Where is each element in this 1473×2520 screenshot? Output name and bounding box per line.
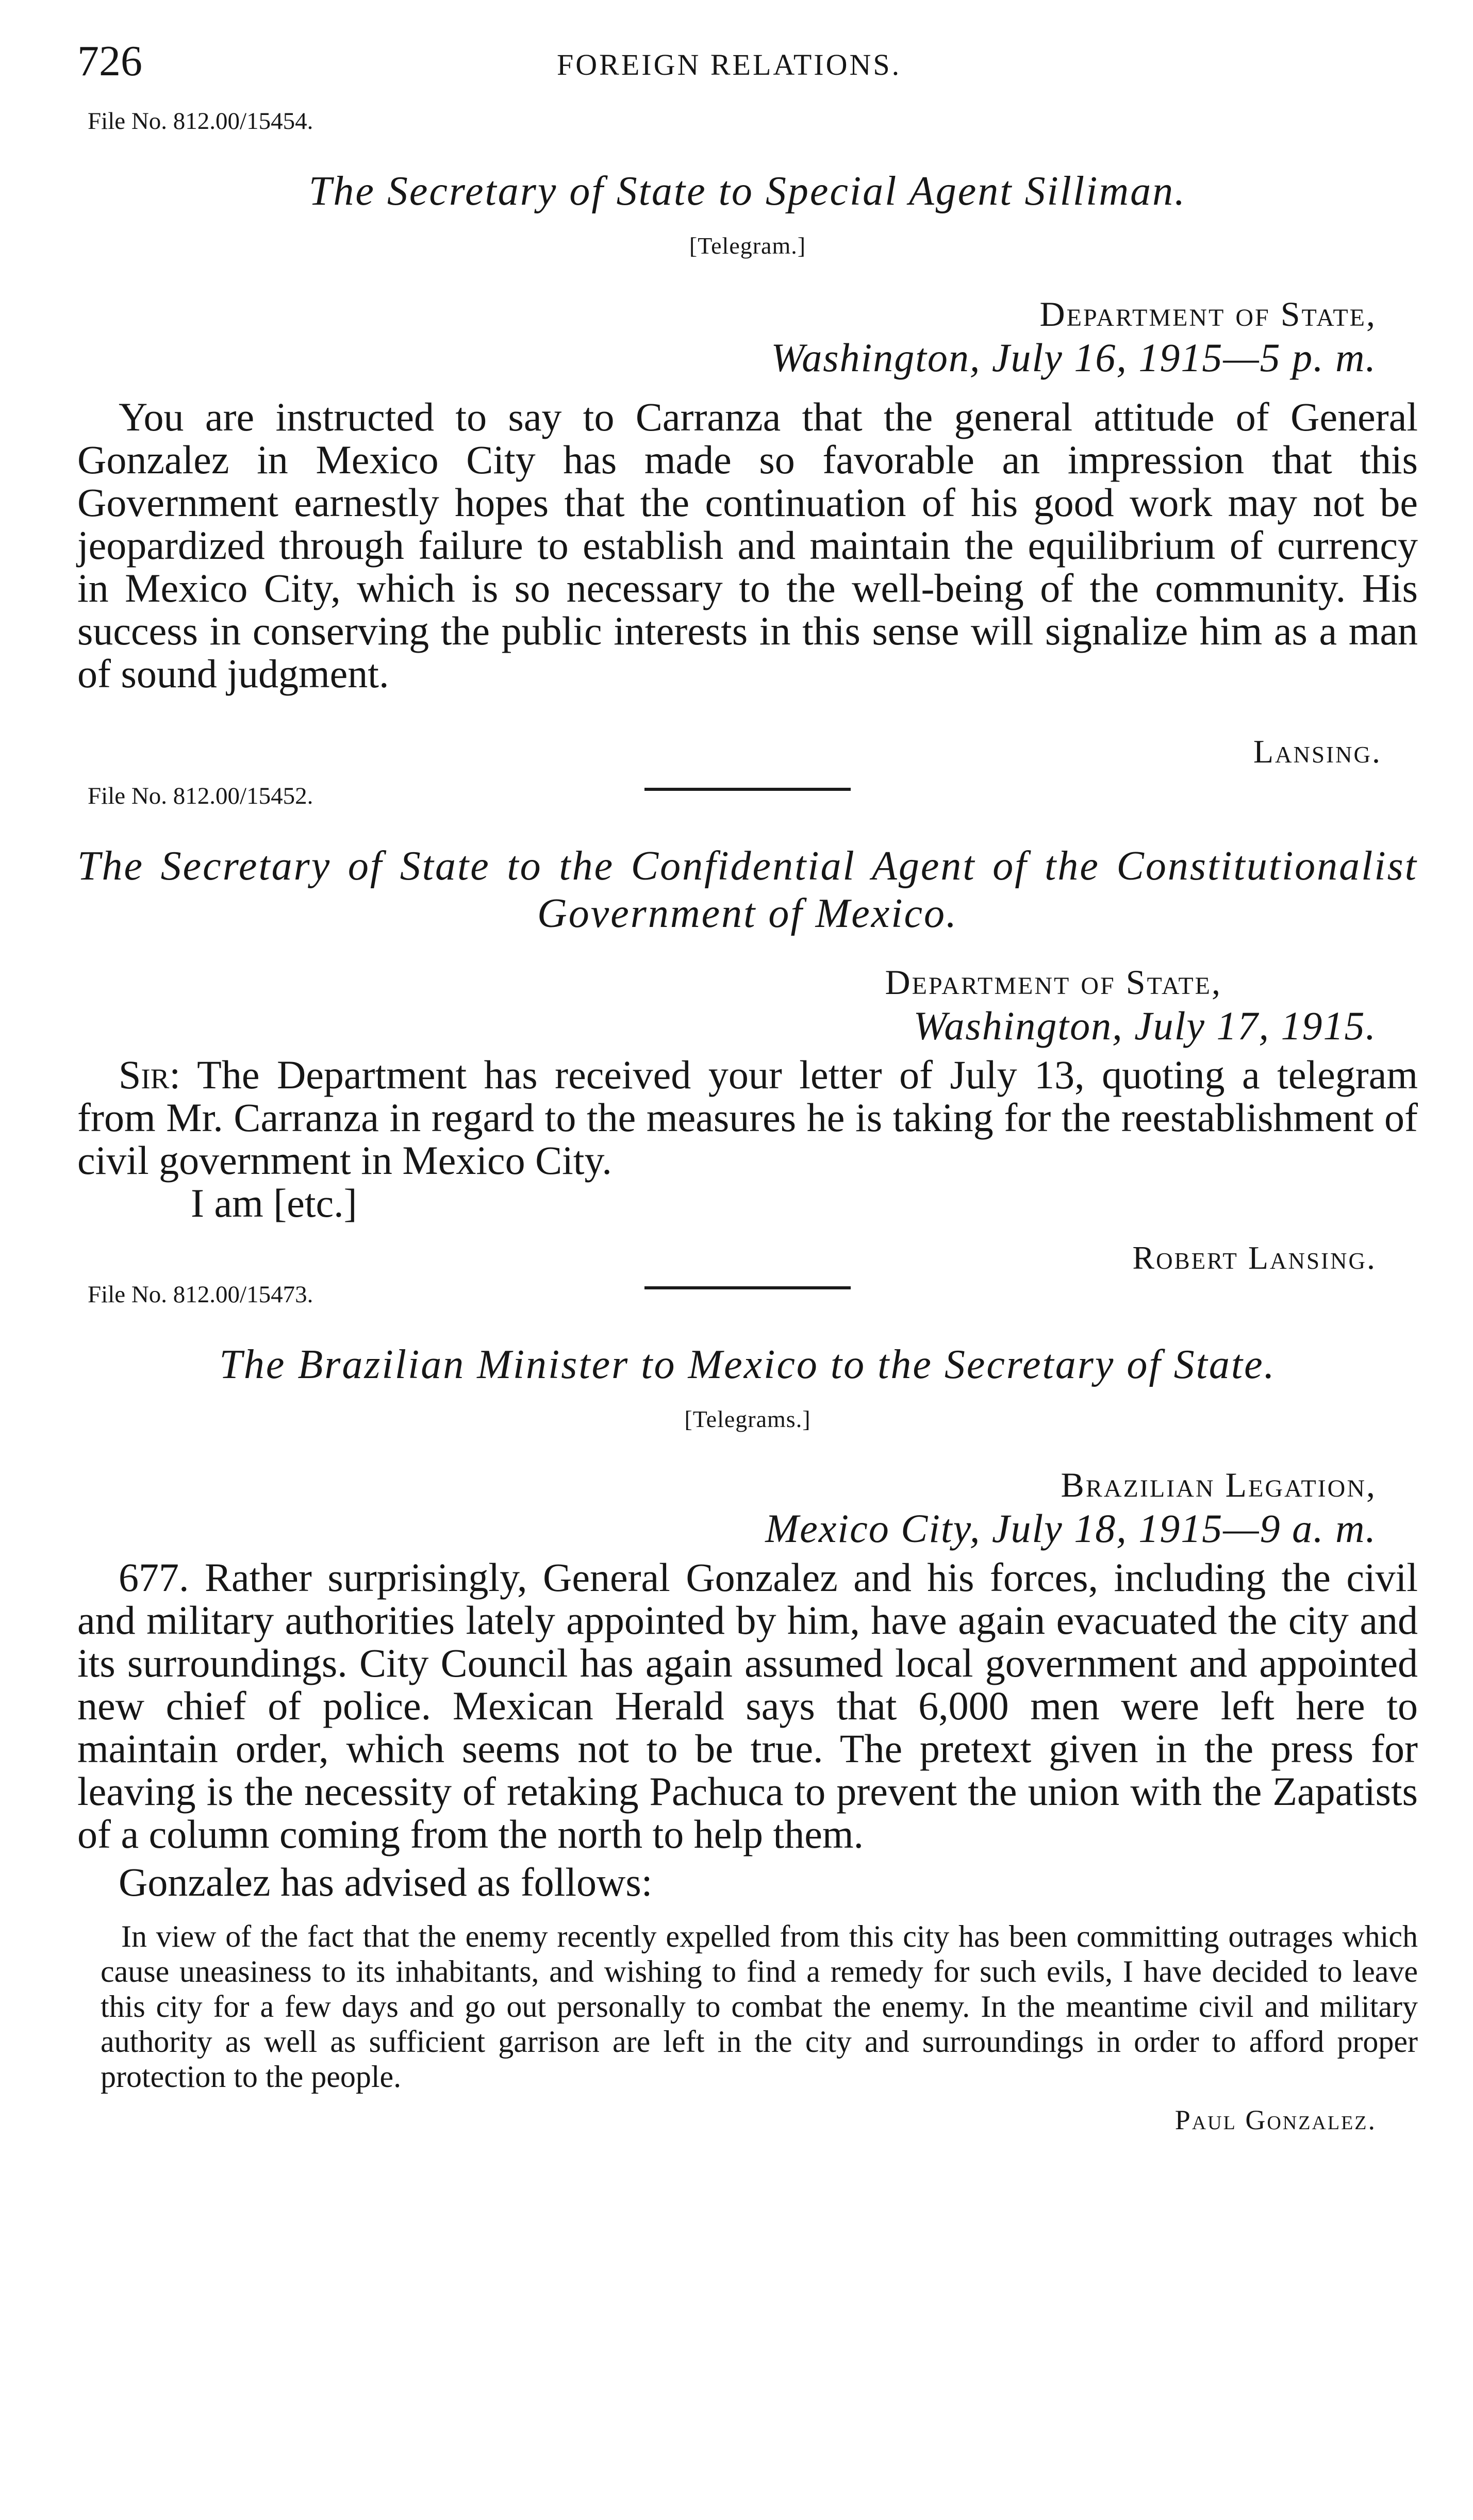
document-1	[77, 106, 1418, 772]
body-paragraph-2: Gonzalez has advised as follows:	[119, 1860, 653, 1904]
document-3	[77, 1279, 1418, 2141]
dateline-place: Department of State,	[1039, 294, 1377, 334]
page-number: 726	[77, 37, 142, 85]
running-header	[77, 36, 1418, 93]
document-2	[77, 781, 1418, 1279]
body-text: The Department has received your letter of July 13, quoting a telegram from Mr. Carranza in regard to the measures he is taking for the reestablishment of civil government in Mexico City.	[77, 1052, 1418, 1183]
running-title: FOREIGN RELATIONS.	[557, 48, 902, 81]
body-paragraph: 677. Rather surprisingly, General Gonzalez and his forces, including the civil and military authorities lately appointed by him, have again evacuated the city and its surroundings. City Council has again assumed local government and appointed new chief of police. Mexican Herald says that 6,000 men were left here to maintain order, which seems not to be true. The pretext given in the press for leaving is the necessity of retaking Pachuca to prevent the union with the Zapatists of a column coming from the north to help them.	[77, 1555, 1418, 1856]
closing: I am [etc.]	[191, 1181, 357, 1225]
signature: Lansing.	[1253, 733, 1382, 770]
file-number: File No. 812.00/15473.	[88, 1281, 313, 1308]
quoted-message: In view of the fact that the enemy recently expelled from this city has been committing outrages which cause uneasiness to its inhabitants, and wishing to find a remedy for such evils, I have decided to leave this city for a few days and go out personally to combat the enemy. In the meantime civil and military authority as well as sufficient garrison are left in the city and surroundings in order to afford proper protection to the people.	[101, 1919, 1418, 2094]
body-paragraph: You are instructed to say to Carranza that the general attitude of General Gonzalez in Mexico City has made so favorable an impression that this Government earnestly hopes that the continuation of his good work may not be jeopardized through failure to establish and maintain the equilibrium of currency in Mexico City, which is so necessary to the well-being of the community. His success in conserving the public interests in this sense will signalize him as a man of sound judgment.	[77, 394, 1418, 696]
dateline-place: Department of State,	[885, 963, 1222, 1002]
body-paragraph	[77, 1053, 1418, 1182]
document-type: [Telegram.]	[689, 233, 806, 259]
file-number: File No. 812.00/15454.	[88, 108, 313, 135]
document-title: The Brazilian Minister to Mexico to the Secretary of State.	[219, 1342, 1276, 1387]
dateline-place: Brazilian Legation,	[1061, 1465, 1377, 1504]
dateline-date: Mexico City, July 18, 1915—9 a. m.	[765, 1506, 1377, 1551]
document-type: [Telegrams.]	[684, 1406, 811, 1432]
dateline-date: Washington, July 17, 1915.	[913, 1003, 1377, 1048]
file-number: File No. 812.00/15452.	[88, 783, 313, 809]
salutation: Sir:	[119, 1052, 181, 1097]
quote-signature: Paul Gonzalez.	[1174, 2104, 1377, 2135]
document-title: The Secretary of State to Special Agent Silliman.	[308, 169, 1187, 214]
dateline-date: Washington, July 16, 1915—5 p. m.	[771, 335, 1377, 380]
document-title: The Secretary of State to the Confidential Agent of the Constitutionalist Government of Mexico.	[77, 843, 1418, 936]
signature: Robert Lansing.	[1132, 1239, 1377, 1276]
document-page	[77, 36, 1418, 2141]
